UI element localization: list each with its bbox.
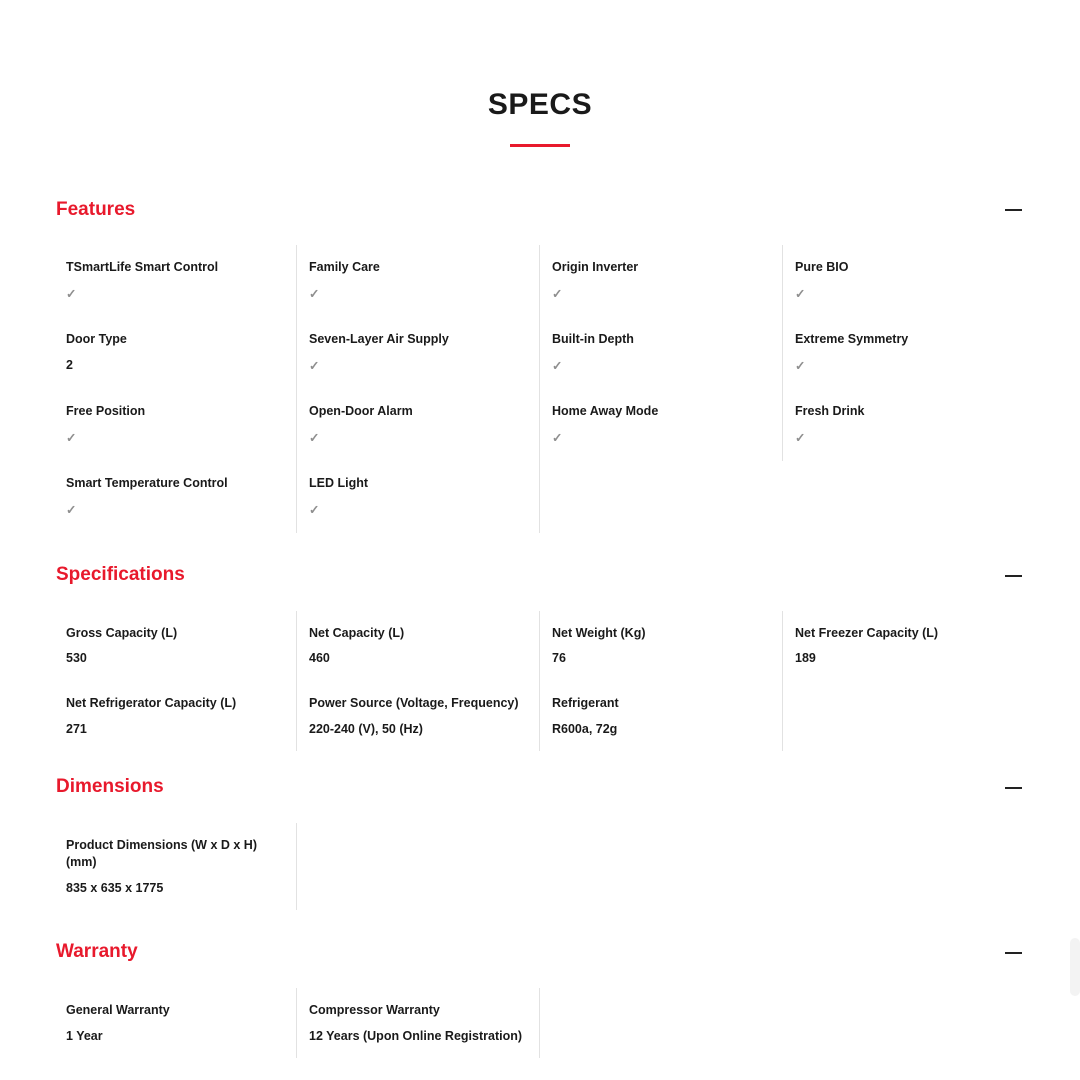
scrollbar-thumb[interactable] xyxy=(1070,938,1080,996)
spec-value: 220-240 (V), 50 (Hz) xyxy=(309,721,423,736)
features-grid xyxy=(54,245,1026,533)
check-icon: ✓ xyxy=(309,286,320,301)
spec-cell xyxy=(54,389,297,461)
spec-cell-empty xyxy=(540,988,783,1058)
section-header-specifications[interactable] xyxy=(54,563,1026,589)
spec-label: Gross Capacity (L) xyxy=(66,625,178,640)
spec-label: Door Type xyxy=(66,331,127,346)
page-title: SPECS xyxy=(487,88,593,121)
spec-cell xyxy=(54,823,297,910)
spec-label: Product Dimensions (W x D x H) (mm) xyxy=(66,837,257,869)
spec-cell-empty xyxy=(783,988,1026,1058)
check-icon: ✓ xyxy=(552,430,563,445)
check-icon: ✓ xyxy=(66,430,77,445)
spec-value: 1 Year xyxy=(66,1028,103,1043)
dimensions-grid xyxy=(54,823,1026,910)
spec-label: Net Capacity (L) xyxy=(309,625,405,640)
section-title-warranty: Warranty xyxy=(56,941,138,963)
spec-label: Fresh Drink xyxy=(795,403,865,418)
section-title-specifications: Specifications xyxy=(56,564,185,586)
minus-icon[interactable] xyxy=(1000,940,1026,966)
spec-value: 12 Years (Upon Online Registration) xyxy=(309,1028,523,1043)
spec-cell-empty xyxy=(783,823,1026,910)
spec-value: 835 x 635 x 1775 xyxy=(66,880,164,895)
check-icon: ✓ xyxy=(309,358,320,373)
spec-value: 460 xyxy=(309,651,330,666)
spec-cell xyxy=(540,681,783,751)
spec-label: Smart Temperature Control xyxy=(66,475,228,490)
spec-cell xyxy=(540,389,783,461)
spec-cell-empty xyxy=(783,681,1026,751)
section-dimensions xyxy=(54,775,1026,910)
spec-label: Net Weight (Kg) xyxy=(552,625,646,640)
spec-label: Net Refrigerator Capacity (L) xyxy=(66,695,237,710)
spec-cell xyxy=(297,461,540,533)
spec-value: 76 xyxy=(552,651,566,666)
spec-cell xyxy=(54,461,297,533)
minus-icon[interactable] xyxy=(1000,775,1026,801)
warranty-grid xyxy=(54,988,1026,1058)
spec-cell xyxy=(54,317,297,389)
minus-icon[interactable] xyxy=(1000,197,1026,223)
spec-cell xyxy=(54,245,297,317)
spec-label: Seven-Layer Air Supply xyxy=(309,331,449,346)
spec-cell-empty xyxy=(540,461,783,533)
spec-value: R600a, 72g xyxy=(552,721,618,736)
title-underline xyxy=(510,144,570,147)
check-icon: ✓ xyxy=(309,430,320,445)
check-icon: ✓ xyxy=(552,286,563,301)
spec-label: Pure BIO xyxy=(795,260,849,274)
spec-label: LED Light xyxy=(309,475,369,490)
spec-cell xyxy=(783,389,1026,461)
spec-label: Free Position xyxy=(66,403,146,418)
section-header-warranty[interactable] xyxy=(54,940,1026,966)
spec-label: General Warranty xyxy=(66,1002,170,1017)
spec-label: Power Source (Voltage, Frequency) xyxy=(309,695,519,710)
spec-cell xyxy=(783,245,1026,317)
spec-label: Built-in Depth xyxy=(552,331,634,346)
specifications-grid xyxy=(54,611,1026,751)
spec-cell xyxy=(54,988,297,1058)
spec-cell xyxy=(54,611,297,681)
spec-label: Extreme Symmetry xyxy=(795,331,909,346)
spec-label: Origin Inverter xyxy=(552,260,639,274)
check-icon: ✓ xyxy=(795,286,806,301)
section-features xyxy=(54,197,1026,533)
spec-cell xyxy=(54,681,297,751)
section-specifications xyxy=(54,563,1026,751)
spec-cell xyxy=(540,317,783,389)
spec-cell xyxy=(540,245,783,317)
spec-cell xyxy=(297,611,540,681)
spec-value: 271 xyxy=(66,721,87,736)
spec-cell xyxy=(783,317,1026,389)
check-icon: ✓ xyxy=(66,286,77,301)
spec-cell xyxy=(297,389,540,461)
check-icon: ✓ xyxy=(309,502,320,517)
section-header-features[interactable] xyxy=(54,197,1026,223)
section-warranty xyxy=(54,940,1026,1058)
check-icon: ✓ xyxy=(66,502,77,517)
spec-value: 189 xyxy=(795,651,816,666)
spec-cell xyxy=(297,245,540,317)
spec-value: 2 xyxy=(66,357,73,372)
spec-cell-empty xyxy=(297,823,540,910)
check-icon: ✓ xyxy=(552,358,563,373)
spec-cell-empty xyxy=(783,461,1026,533)
spec-cell xyxy=(297,681,540,751)
spec-label: Net Freezer Capacity (L) xyxy=(795,625,939,640)
section-title-dimensions: Dimensions xyxy=(56,776,164,798)
spec-cell xyxy=(783,611,1026,681)
spec-cell xyxy=(540,611,783,681)
spec-value: 530 xyxy=(66,651,87,666)
spec-cell xyxy=(297,317,540,389)
check-icon: ✓ xyxy=(795,358,806,373)
spec-label: Home Away Mode xyxy=(552,403,659,418)
check-icon: ✓ xyxy=(795,430,806,445)
spec-label: TSmartLife Smart Control xyxy=(66,260,219,274)
spec-cell xyxy=(297,988,540,1058)
spec-label: Family Care xyxy=(309,260,380,274)
spec-cell-empty xyxy=(540,823,783,910)
section-header-dimensions[interactable] xyxy=(54,775,1026,801)
specs-sections xyxy=(0,197,1080,1058)
section-title-features: Features xyxy=(56,198,136,220)
spec-label: Compressor Warranty xyxy=(309,1002,440,1017)
minus-icon[interactable] xyxy=(1000,563,1026,589)
spec-label: Open-Door Alarm xyxy=(309,403,413,418)
spec-label: Refrigerant xyxy=(552,695,619,710)
